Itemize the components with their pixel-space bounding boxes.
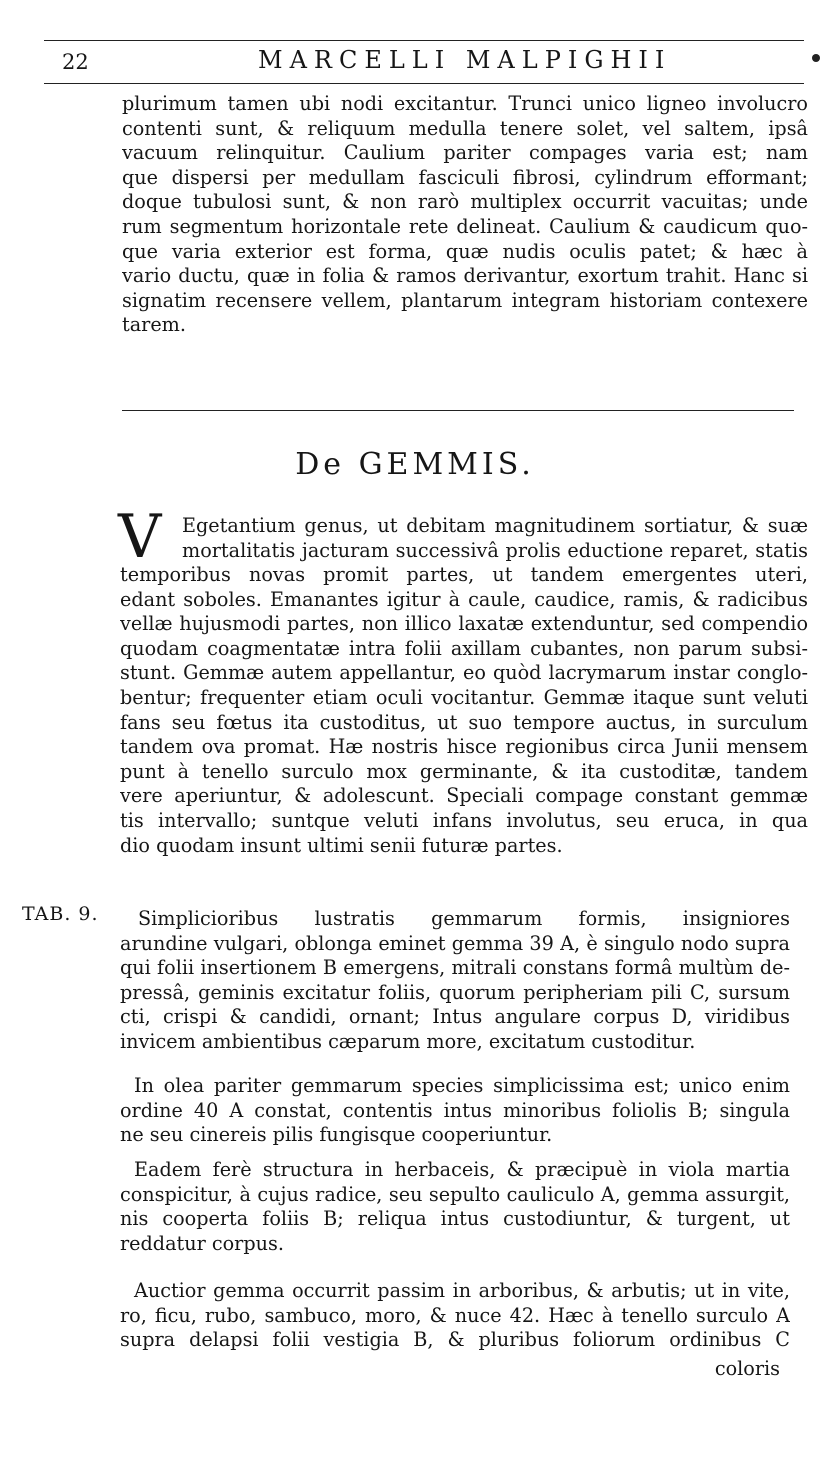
text-line: doque tubulosi sunt, & non rarò multiplex occurrit vacuitas; unde <box>122 190 808 214</box>
text-line: plurimum tamen ubi nodi excitantur. Trunci unico ligneo involucro <box>122 92 808 115</box>
text-line: vario ductu, quæ in folia & ramos derivantur, exortum trahit. Hanc si <box>122 264 808 288</box>
section-divider <box>122 410 794 411</box>
paragraph-simplicioribus <box>120 907 790 1055</box>
text-line: Egetantium genus, ut debitam magnitudinem sortiatur, & suæ <box>182 514 808 537</box>
text-line: arundine vulgari, oblonga eminet gemma 39 A, è singulo nodo supra <box>120 931 790 955</box>
text-line: temporibus novas promit partes, ut tandem emergentes uteri, <box>120 563 808 586</box>
text-line: pressâ, geminis excitatur foliis, quorum peripheriam pili C, sursum <box>120 980 790 1004</box>
text-line: supra delapsi folii vestigia B, & pluribus foliorum ordinibus C <box>120 1328 790 1352</box>
text-line: vere aperiuntur, & adolescunt. Speciali compage constant gemmæ <box>120 784 808 808</box>
text-line: que varia exterior est forma, quæ nudis oculis patet; & hæc à <box>122 239 808 263</box>
text-line: reddatur corpus. <box>120 1231 284 1255</box>
text-line: Auctior gemma occurrit passim in arboribus, & arbutis; ut in vite, <box>134 1279 790 1302</box>
paragraph-viola <box>120 1158 790 1256</box>
text-line: dio quodam insunt ultimi senii futuræ partes. <box>120 833 563 857</box>
text-line: Simplicioribus lustratis gemmarum formis, insigniores <box>138 907 790 930</box>
text-line: fans seu fœtus ita custoditus, ut suo tempore auctus, in surculum <box>120 710 808 734</box>
text-line: In olea pariter gemmarum species simplicissima est; unico enim <box>134 1074 790 1097</box>
text-line: tarem. <box>122 313 186 337</box>
text-line: tandem ova promat. Hæ nostris hisce regionibus circa Junii mensem <box>120 735 808 759</box>
text-line: ro, ficu, rubo, sambuco, moro, & nuce 42. Hæc à tenello surculo A <box>120 1303 790 1327</box>
text-line: tis intervallo; suntque veluti infans involutus, seu eruca, in qua <box>120 808 808 832</box>
text-line: edant soboles. Emanantes igitur à caule, caudice, ramis, & radicibus <box>120 587 808 611</box>
drop-cap: V <box>118 502 162 572</box>
text-line: contenti sunt, & reliquum medulla tenere solet, vel saltem, ipsâ <box>122 116 808 140</box>
text-line: Eadem ferè structura in herbaceis, & præcipuè in viola martia <box>134 1158 790 1181</box>
ink-speck <box>812 54 820 62</box>
text-line: invicem ambientibus cæparum more, excitatum custoditur. <box>120 1029 696 1053</box>
text-line: vellæ hujusmodi partes, non illico laxatæ extenduntur, sed compendio <box>120 612 808 636</box>
paragraph-gemmis <box>120 563 808 858</box>
text-line: nis cooperta foliis B; reliqua intus custodiuntur, & turgent, ut <box>120 1207 790 1231</box>
text-line: que dispersi per medullam fasciculi fibrosi, cylindrum efformant; <box>122 165 808 189</box>
text-line: ordine 40 A constat, contentis intus minoribus foliolis B; singula <box>120 1098 790 1122</box>
header-rule <box>44 83 804 84</box>
running-head: MARCELLI MALPIGHII <box>258 46 672 74</box>
paragraph-olea <box>120 1074 790 1148</box>
text-line: cti, crispi & candidi, ornant; Intus angulare corpus D, viridibus <box>120 1005 790 1029</box>
text-line: rum segmentum horizontale rete delineat. Caulium & caudicum quo- <box>122 214 808 238</box>
paragraph-gemmis-indented <box>182 514 808 563</box>
section-title: De GEMMIS. <box>295 447 535 482</box>
top-rule <box>44 40 804 41</box>
text-line: qui folii insertionem B emergens, mitrali constans formâ multùm de- <box>120 956 790 980</box>
paragraph-intro <box>122 92 808 338</box>
text-line: conspicitur, à cujus radice, seu sepulto cauliculo A, gemma assurgit, <box>120 1182 790 1206</box>
paragraph-auctior <box>120 1279 790 1353</box>
text-line: mortalitatis jacturam successivâ prolis eductione reparet, statis <box>182 538 808 562</box>
text-line: vacuum relinquitur. Caulium pariter compages varia est; nam <box>122 141 808 165</box>
catchword: coloris <box>714 1357 780 1380</box>
text-line: ne seu cinereis pilis fungisque cooperiuntur. <box>120 1123 553 1147</box>
page-number: 22 <box>62 50 89 74</box>
text-line: stunt. Gemmæ autem appellantur, eo quòd lacrymarum instar conglo- <box>120 661 808 685</box>
text-line: signatim recensere vellem, plantarum integram historiam contexere <box>122 288 808 312</box>
text-line: bentur; frequenter etiam oculi vocitantur. Gemmæ itaque sunt veluti <box>120 685 808 709</box>
text-line: quodam coagmentatæ intra folii axillam cubantes, non parum subsi- <box>120 636 808 660</box>
margin-note-plate: TAB. 9. <box>22 903 99 925</box>
text-line: punt à tenello surculo mox germinante, & ita custoditæ, tandem <box>120 759 808 783</box>
